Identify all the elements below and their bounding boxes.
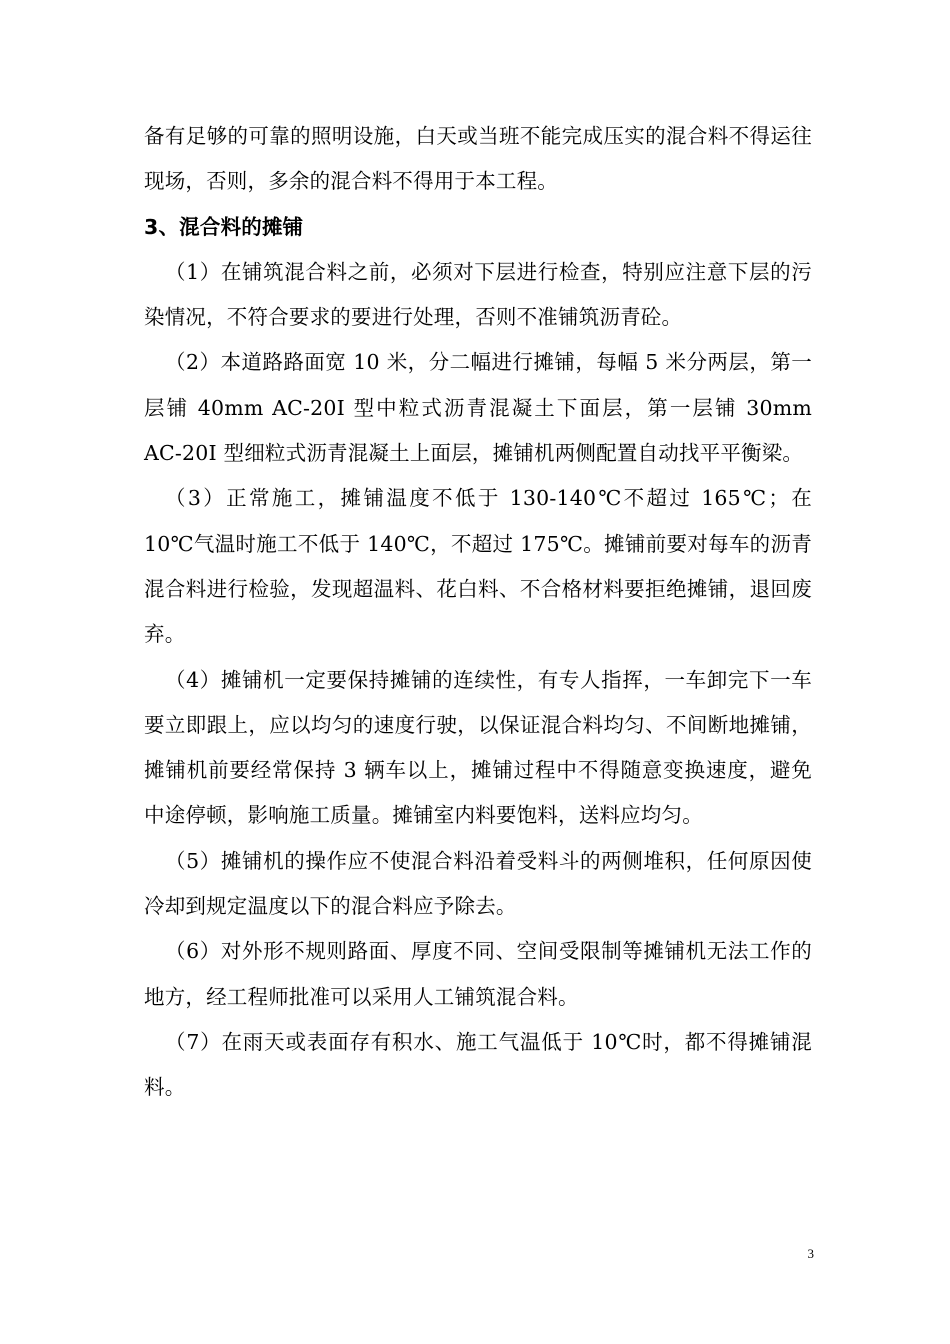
paragraph-item-3: （3）正常施工，摊铺温度不低于 130-140℃不超过 165℃；在 10℃气温时施工不低于 140℃，不超过 175℃。摊铺前要对每车的沥青混合料进行检验，发现超温料、花白料、不合格材料要拒绝摊铺，退回废弃。 bbox=[144, 486, 812, 647]
paragraph-item-5: （5）摊铺机的操作应不使混合料沿着受料斗的两侧堆积，任何原因使冷却到规定温度以下的混合料应予除去。 bbox=[144, 848, 812, 919]
paragraph-item-6: （6）对外形不规则路面、厚度不同、空间受限制等摊铺机无法工作的地方，经工程师批准可以采用人工铺筑混合料。 bbox=[144, 939, 812, 1009]
paragraph-continuation: 备有足够的可靠的照明设施，白天或当班不能完成压实的混合料不得运往现场，否则，多余的混合料不得用于本工程。 bbox=[144, 124, 812, 194]
paragraph-item-7: （7）在雨天或表面存有积水、施工气温低于 10℃时，都不得摊铺混料。 bbox=[144, 1029, 812, 1100]
paragraph-item-2: （2）本道路路面宽 10 米，分二幅进行摊铺，每幅 5 米分两层，第一层铺 40mm AC-20I 型中粒式沥青混凝土下面层，第一层铺 30mm AC-20I 型细粒式沥青混凝土上面层，摊铺机两侧配置自动找平平衡梁。 bbox=[144, 350, 812, 466]
page-number: 3 bbox=[807, 1246, 814, 1261]
section-heading: 3、混合料的摊铺 bbox=[144, 214, 304, 239]
paragraph-item-1: （1）在铺筑混合料之前，必须对下层进行检查，特别应注意下层的污染情况，不符合要求的要进行处理，否则不准铺筑沥青砼。 bbox=[144, 259, 812, 330]
page-body bbox=[144, 114, 812, 1111]
paragraph-item-4: （4）摊铺机一定要保持摊铺的连续性，有专人指挥，一车卸完下一车要立即跟上，应以均匀的速度行驶，以保证混合料均匀、不间断地摊铺，摊铺机前要经常保持 3 辆车以上，摊铺过程中不得随意变换速度，避免中途停顿，影响施工质量。摊铺室内料要饱料，送料应均匀。 bbox=[144, 667, 812, 828]
